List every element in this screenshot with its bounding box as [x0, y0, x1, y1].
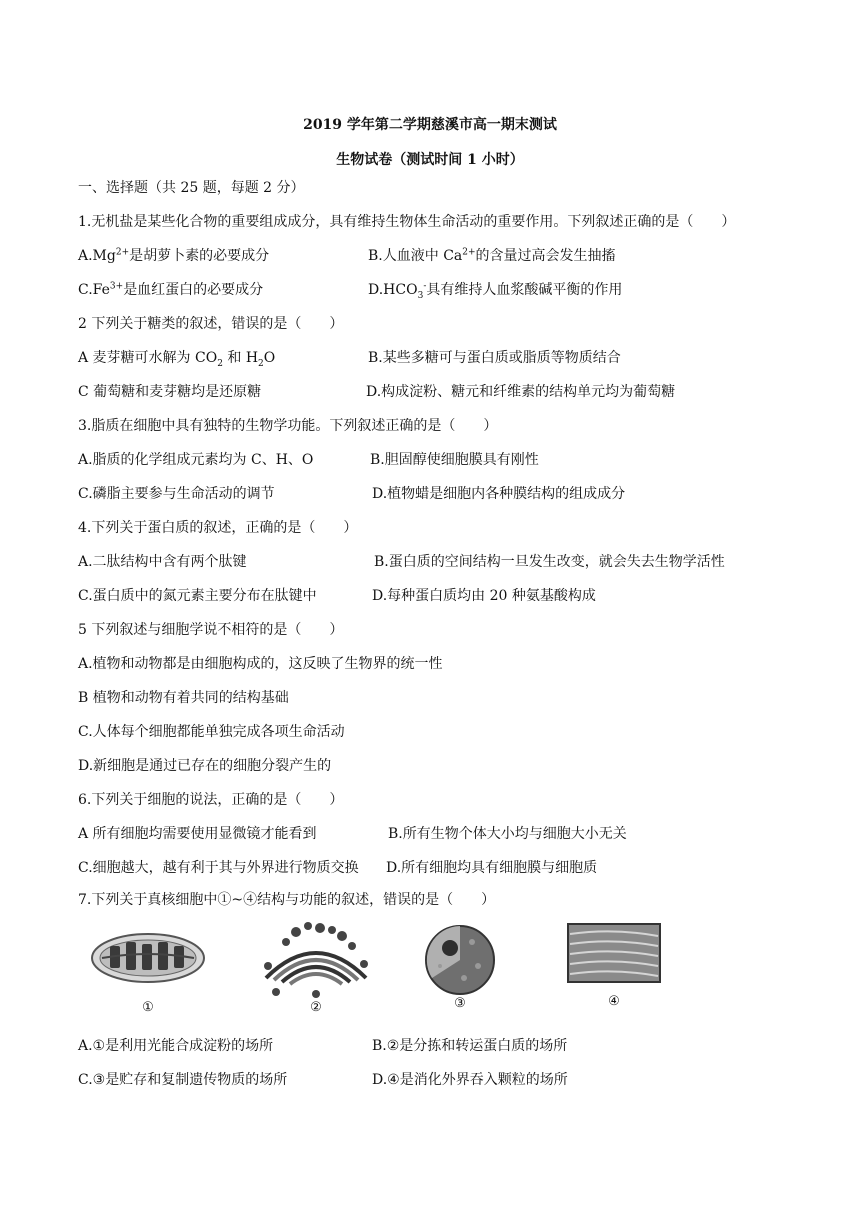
question-6-option-c: C.细胞越大，越有利于其与外界进行物质交换	[78, 860, 359, 876]
question-4-option-b: B.蛋白质的空间结构一旦发生改变，就会失去生物学活性	[374, 554, 725, 570]
label-4: ④	[608, 994, 620, 1009]
golgi-apparatus-image	[256, 918, 376, 998]
question-2-option-a: A 麦芽糖可水解为 $CO_2$ 和 $H_2O$	[78, 350, 276, 369]
label-3: ③	[454, 996, 466, 1011]
chloroplast-image	[88, 928, 208, 988]
question-4-option-a: A.二肽结构中含有两个肽键	[78, 554, 247, 570]
question-4-option-d: D.每种蛋白质均由 20 种氨基酸构成	[372, 588, 596, 604]
organelle-figure	[78, 918, 718, 1018]
question-5-option-b: B 植物和动物有着共同的结构基础	[78, 690, 289, 706]
question-3-option-a: A.脂质的化学组成元素均为 C、H、O	[78, 452, 314, 468]
question-5-option-c: C.人体每个细胞都能单独完成各项生命活动	[78, 724, 345, 740]
exam-subtitle: 生物试卷（测试时间 1 小时）	[336, 152, 524, 168]
question-2-option-c: C 葡萄糖和麦芽糖均是还原糖	[78, 384, 262, 400]
question-1-option-c: $C.Fe^{3+}$是血红蛋白的必要成分	[78, 281, 264, 298]
question-6-option-d: D.所有细胞均具有细胞膜与细胞质	[386, 860, 598, 876]
question-3-option-d: D.植物蜡是细胞内各种膜结构的组成成分	[372, 486, 626, 502]
label-1: ①	[142, 1000, 154, 1015]
question-2-option-b: B.某些多糖可与蛋白质或脂质等物质结合	[368, 350, 621, 366]
question-6-option-a: A 所有细胞均需要使用显微镜才能看到	[78, 826, 317, 842]
label-2: ②	[310, 1000, 322, 1015]
question-1-stem: 1.无机盐是某些化合物的重要组成成分，具有维持生物体生命活动的重要作用。下列叙述正确的是（ ）	[78, 214, 736, 230]
question-7-option-c: C.③是贮存和复制遗传物质的场所	[78, 1072, 288, 1088]
question-5-stem: 5 下列叙述与细胞学说不相符的是（ ）	[78, 622, 344, 638]
question-5-option-d: D.新细胞是通过已存在的细胞分裂产生的	[78, 758, 332, 774]
question-6-stem: 6.下列关于细胞的说法，正确的是（ ）	[78, 792, 344, 808]
question-4-option-c: C.蛋白质中的氮元素主要分布在肽键中	[78, 588, 317, 604]
endoplasmic-reticulum-image	[566, 922, 662, 984]
question-2-stem: 2 下列关于糖类的叙述，错误的是（ ）	[78, 316, 344, 332]
question-3-option-b: B.胆固醇使细胞膜具有刚性	[370, 452, 539, 468]
question-6-option-b: B.所有生物个体大小均与细胞大小无关	[388, 826, 627, 842]
question-7-option-a: A.①是利用光能合成淀粉的场所	[78, 1038, 274, 1054]
nucleus-image	[420, 922, 500, 996]
question-7-option-d: D.④是消化外界吞入颗粒的场所	[372, 1072, 568, 1088]
section-heading: 一、选择题（共 25 题，每题 2 分）	[78, 180, 305, 196]
question-1-option-d: $D.HCO_3^-$具有维持人血浆酸碱平衡的作用	[368, 281, 623, 301]
question-1-option-a: $A.Mg^{2+}$是胡萝卜素的必要成分	[78, 247, 270, 264]
question-4-stem: 4.下列关于蛋白质的叙述，正确的是（ ）	[78, 520, 358, 536]
exam-title: 2019 学年第二学期慈溪市高一期末测试	[303, 117, 557, 133]
question-3-option-c: C.磷脂主要参与生命活动的调节	[78, 486, 275, 502]
question-1-option-b: B.人血液中 $Ca^{2+}$的含量过高会发生抽搐	[368, 247, 616, 264]
question-5-option-a: A.植物和动物都是由细胞构成的，这反映了生物界的统一性	[78, 656, 443, 672]
question-7-stem: 7.下列关于真核细胞中①~④结构与功能的叙述，错误的是（ ）	[78, 892, 496, 908]
question-7-option-b: B.②是分拣和转运蛋白质的场所	[372, 1038, 568, 1054]
question-2-option-d: D.构成淀粉、糖元和纤维素的结构单元均为葡萄糖	[366, 384, 676, 400]
question-3-stem: 3.脂质在细胞中具有独特的生物学功能。下列叙述正确的是（ ）	[78, 418, 498, 434]
